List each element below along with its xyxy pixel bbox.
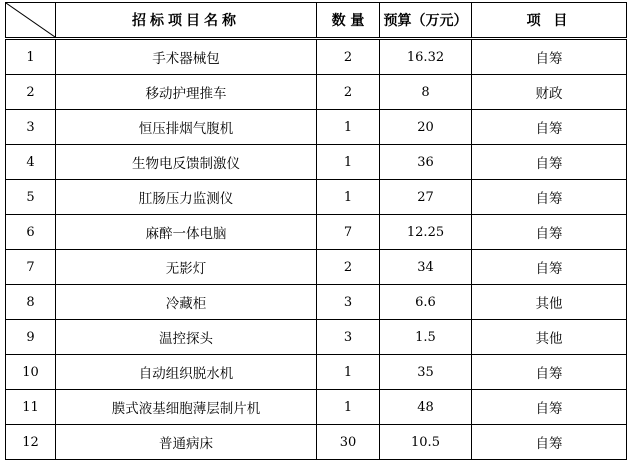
- procurement-table: [5, 2, 627, 460]
- row-project-name: 普通病床: [56, 425, 317, 460]
- row-number: 6: [6, 215, 56, 250]
- row-quantity: 7: [317, 215, 380, 250]
- row-funding-source: 财政: [472, 75, 627, 110]
- row-funding-source: 自筹: [472, 215, 627, 250]
- row-budget: 36: [380, 145, 472, 180]
- row-number: 9: [6, 320, 56, 355]
- row-budget: 27: [380, 180, 472, 215]
- row-funding-source: 其他: [472, 285, 627, 320]
- table-row: [6, 75, 627, 110]
- row-budget: 34: [380, 250, 472, 285]
- row-funding-source: 自筹: [472, 425, 627, 460]
- table-row: [6, 145, 627, 180]
- header-project-name: 招标项目名称: [56, 3, 317, 39]
- table-body: [6, 39, 627, 460]
- row-funding-source: 自筹: [472, 39, 627, 75]
- table-row: [6, 250, 627, 285]
- row-project-name: 肛肠压力监测仪: [56, 180, 317, 215]
- row-budget: 35: [380, 355, 472, 390]
- row-budget: 48: [380, 390, 472, 425]
- row-quantity: 30: [317, 425, 380, 460]
- table-row: [6, 180, 627, 215]
- row-funding-source: 自筹: [472, 180, 627, 215]
- table-row: [6, 39, 627, 75]
- row-project-name: 自动组织脱水机: [56, 355, 317, 390]
- row-project-name: 生物电反馈制激仪: [56, 145, 317, 180]
- row-budget: 8: [380, 75, 472, 110]
- row-number: 7: [6, 250, 56, 285]
- row-project-name: 膜式液基细胞薄层制片机: [56, 390, 317, 425]
- row-project-name: 麻醉一体电脑: [56, 215, 317, 250]
- header-diagonal-cell: [6, 3, 56, 39]
- table-header-row: [6, 3, 627, 39]
- row-budget: 20: [380, 110, 472, 145]
- row-number: 3: [6, 110, 56, 145]
- row-quantity: 1: [317, 145, 380, 180]
- row-quantity: 2: [317, 75, 380, 110]
- row-quantity: 3: [317, 285, 380, 320]
- table-row: [6, 425, 627, 460]
- row-funding-source: 自筹: [472, 110, 627, 145]
- row-quantity: 2: [317, 250, 380, 285]
- row-project-name: 无影灯: [56, 250, 317, 285]
- row-number: 12: [6, 425, 56, 460]
- row-number: 8: [6, 285, 56, 320]
- row-budget: 1.5: [380, 320, 472, 355]
- row-funding-source: 自筹: [472, 355, 627, 390]
- row-number: 11: [6, 390, 56, 425]
- row-funding-source: 自筹: [472, 390, 627, 425]
- row-number: 4: [6, 145, 56, 180]
- row-quantity: 2: [317, 39, 380, 75]
- row-funding-source: 自筹: [472, 250, 627, 285]
- table-row: [6, 110, 627, 145]
- row-project-name: 手术器械包: [56, 39, 317, 75]
- row-quantity: 3: [317, 320, 380, 355]
- row-quantity: 1: [317, 355, 380, 390]
- table-row: [6, 355, 627, 390]
- row-project-name: 恒压排烟气腹机: [56, 110, 317, 145]
- row-number: 2: [6, 75, 56, 110]
- row-number: 10: [6, 355, 56, 390]
- row-budget: 16.32: [380, 39, 472, 75]
- row-project-name: 冷藏柜: [56, 285, 317, 320]
- row-funding-source: 其他: [472, 320, 627, 355]
- row-budget: 10.5: [380, 425, 472, 460]
- row-budget: 6.6: [380, 285, 472, 320]
- row-number: 1: [6, 39, 56, 75]
- row-project-name: 温控探头: [56, 320, 317, 355]
- row-funding-source: 自筹: [472, 145, 627, 180]
- table-row: [6, 390, 627, 425]
- table-row: [6, 320, 627, 355]
- row-quantity: 1: [317, 110, 380, 145]
- header-quantity: 数 量: [317, 3, 380, 39]
- row-budget: 12.25: [380, 215, 472, 250]
- table-row: [6, 285, 627, 320]
- row-quantity: 1: [317, 180, 380, 215]
- table-row: [6, 215, 627, 250]
- header-item: 项 目: [472, 3, 627, 39]
- header-budget: 预算（万元）: [380, 3, 472, 39]
- row-project-name: 移动护理推车: [56, 75, 317, 110]
- row-quantity: 1: [317, 390, 380, 425]
- row-number: 5: [6, 180, 56, 215]
